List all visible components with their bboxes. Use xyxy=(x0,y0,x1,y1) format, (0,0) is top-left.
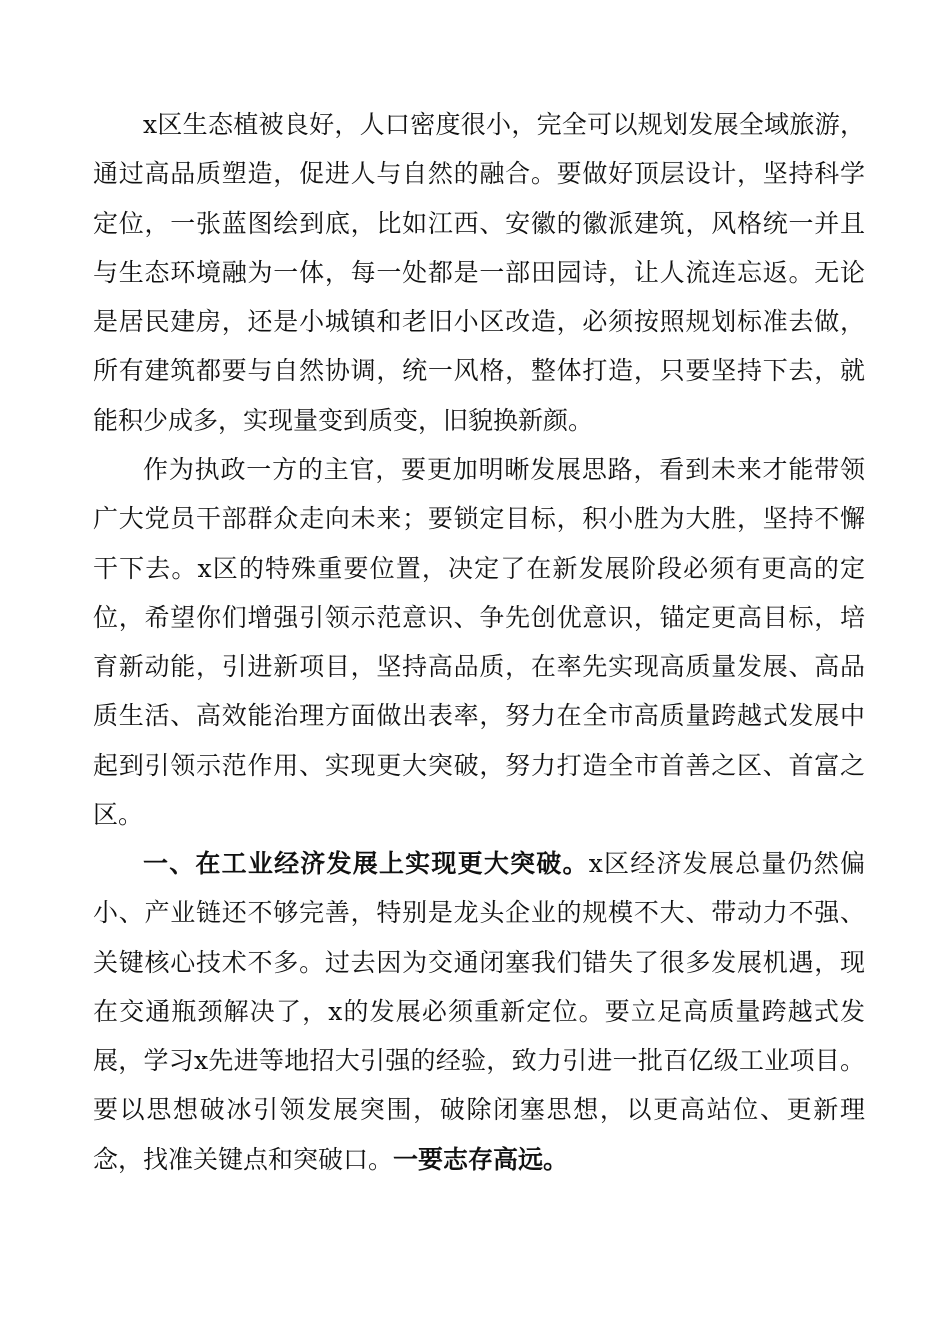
paragraph-ecology-tourism xyxy=(93,100,865,445)
paragraph-text xyxy=(93,839,865,1184)
paragraph-development-goals xyxy=(93,445,865,839)
paragraph-industrial-breakthrough xyxy=(93,839,865,1184)
section-subheading: 一要志存高远。 xyxy=(393,1144,569,1174)
paragraph-text: 作为执政一方的主官，要更加明晰发展思路，看到未来才能带领广大党员干部群众走向未来；要锁定目标，积小胜为大胜，坚持不懈干下去。x区的特殊重要位置，决定了在新发展阶段必须有更高的定位，希望你们增强引领示范意识、争先创优意识，锚定更高目标，培育新动能，引进新项目，坚持高品质，在率先实现高质量发展、高品质生活、高效能治理方面做出表率，努力在全市高质量跨越式发展中起到引领示范作用、实现更大突破，努力打造全市首善之区、首富之区。 xyxy=(93,455,865,830)
section-heading: 一、在工业经济发展上实现更大突破。 xyxy=(143,849,589,878)
paragraph-text: x区生态植被良好，人口密度很小，完全可以规划发展全域旅游，通过高品质塑造，促进人与自然的融合。要做好顶层设计，坚持科学定位，一张蓝图绘到底，比如江西、安徽的徽派建筑，风格统一并且与生态环境融为一体，每一处都是一部田园诗，让人流连忘返。无论是居民建房，还是小城镇和老旧小区改造，必须按照规划标准去做，所有建筑都要与自然协调，统一风格，整体打造，只要坚持下去，就能积少成多，实现量变到质变，旧貌换新颜。 xyxy=(93,110,865,435)
section-body-text: x区经济发展总量仍然偏小、产业链还不够完善，特别是龙头企业的规模不大、带动力不强、关键核心技术不多。过去因为交通闭塞我们错失了很多发展机遇，现在交通瓶颈解决了，x的发展必须重新定位。要立足高质量跨越式发展，学习x先进等地招大引强的经验，致力引进一批百亿级工业项目。要以思想破冰引领发展突围，破除闭塞思想，以更高站位、更新理念，找准关键点和突破口。 xyxy=(93,849,865,1174)
